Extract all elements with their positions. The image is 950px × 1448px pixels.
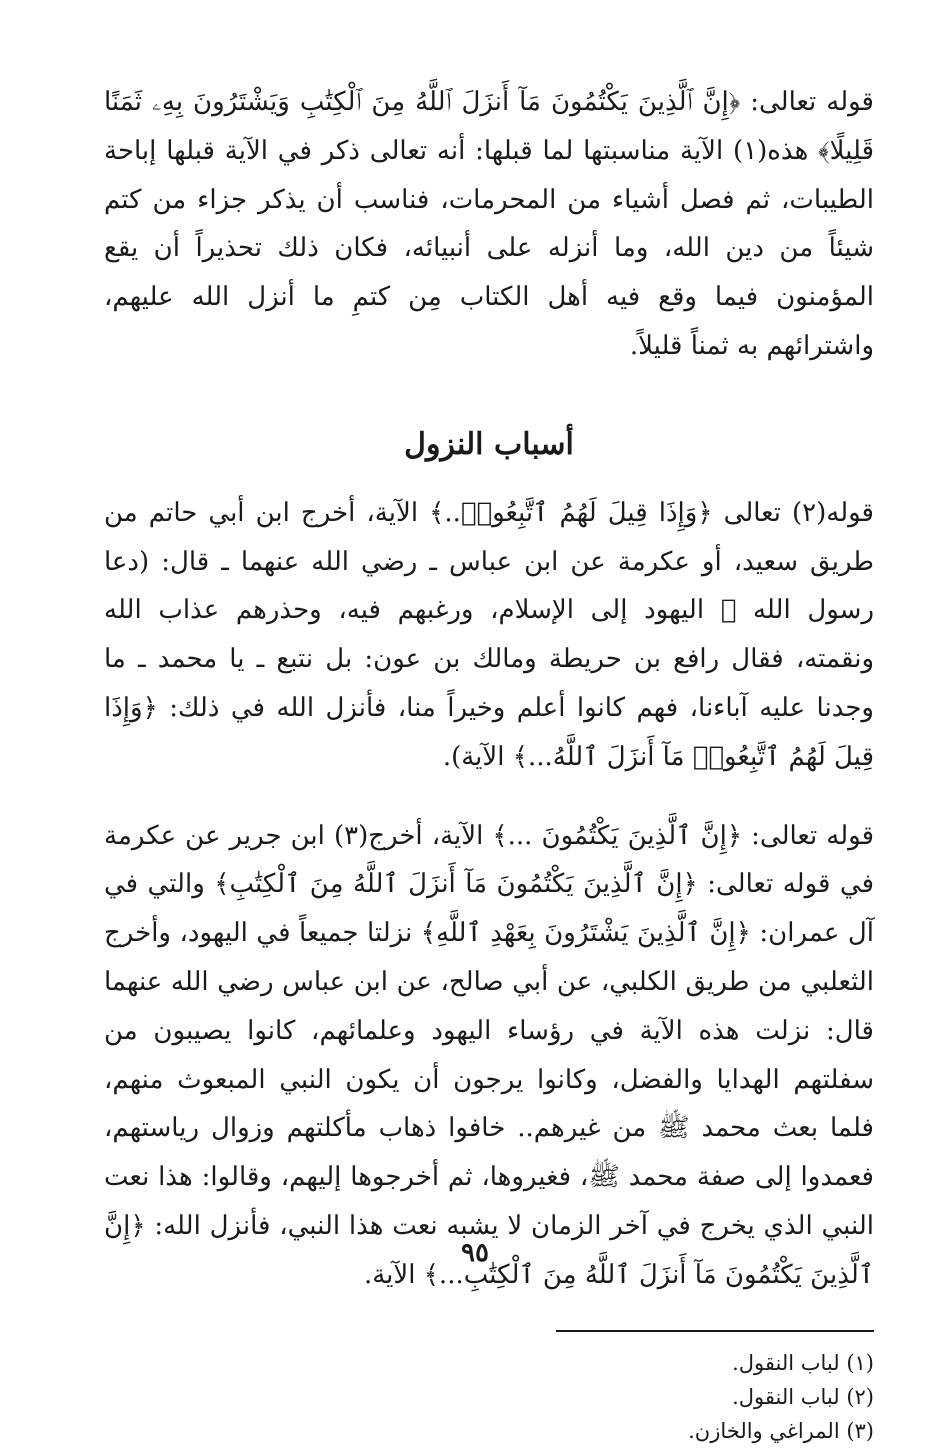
paragraph-intro: قوله تعالى: ﴿إِنَّ ٱلَّذِينَ يَكْتُمُونَ مَآ أَنزَلَ ٱللَّهُ مِنَ ٱلْكِتَٰبِ وَيَشْتَرُونَ بِهِۦ ثَمَنًا قَلِيلًا﴾ هذه(١) الآية مناسبتها لما قبلها: أنه تعالى ذكر في الآية قبلها إباحة الطيبات، ثم فصل أشياء من المحرمات، فناسب أن يذكر جزاء من كتم شيئاً من دين الله، وما أنزله على أنبيائه، فكان ذلك تحذيراً أن يقع المؤمنون فيما وقع فيه أهل الكتاب مِن كتمِ ما أنزل الله عليهم، واشترائهم به ثمناً قليلاً. <box>104 87 874 361</box>
footnote-divider <box>556 1330 874 1332</box>
page-number: ٩٥ <box>461 1238 489 1268</box>
footnote-item: (٢) لباب النقول. <box>732 1384 874 1409</box>
paragraph-asbab-1: قوله(٢) تعالى ﴿وَإِذَا قِيلَ لَهُمُ ٱتَّبِعُوا۟..﴾ الآية، أخرج ابن أبي حاتم من طريق سعيد، أو عكرمة عن ابن عباس ـ رضي الله عنهما ـ قال: (دعا رسول الله ﷺ اليهود إلى الإسلام، ورغبهم فيه، وحذرهم عذاب الله ونقمته، فقال رافع بن حريطة ومالك بن عون: بل نتبع ـ يا محمد ـ ما وجدنا عليه آباءنا، فهم كانوا أعلم وخيراً منا، فأنزل الله في ذلك: ﴿وَإِذَا قِيلَ لَهُمُ ٱتَّبِعُوا۟ مَآ أَنزَلَ ٱللَّهُ...﴾ الآية). <box>104 497 874 772</box>
paragraph-asbab-2: قوله تعالى: ﴿إِنَّ ٱلَّذِينَ يَكْتُمُونَ ...﴾ الآية، أخرج(٣) ابن جرير عن عكرمة في قوله تعالى: ﴿إِنَّ ٱلَّذِينَ يَكْتُمُونَ مَآ أَنزَلَ ٱللَّهُ مِنَ ٱلْكِتَٰبِ﴾ والتي في آل عمران: ﴿إِنَّ ٱلَّذِينَ يَشْتَرُونَ بِعَهْدِ ٱللَّهِ﴾ نزلتا جميعاً في اليهود، وأخرج الثعلبي من طريق الكلبي، عن أبي صالح، عن ابن عباس رضي الله عنهما قال: نزلت هذه الآية في رؤساء اليهود وعلمائهم، كانوا يصيبون من سفلتهم الهدايا والفضل، وكانوا يرجون أن يكون النبي المبعوث منهم، فلما بعث محمد ﷺ من غيرهم.. خافوا ذهاب مأكلتهم وزوال رياستهم، فعمدوا إلى صفة محمد ﷺ، فغيروها، ثم أخرجوها إليهم، وقالوا: هذا نعت النبي الذي يخرج في آخر الزمان لا يشبه نعت هذا النبي، فأنزل الله: ﴿إِنَّ ٱلَّذِينَ يَكْتُمُونَ مَآ أَنزَلَ ٱللَّهُ مِنَ ٱلْكِتَٰبِ...﴾ الآية. <box>104 820 875 1290</box>
footnote-item: (٣) المراغي والخازن. <box>688 1418 874 1443</box>
footnote-item: (١) لباب النقول. <box>732 1350 874 1375</box>
footnote-list <box>104 1346 874 1448</box>
paragraph-gap <box>104 782 874 812</box>
section-heading: أسباب النزول <box>404 426 574 462</box>
